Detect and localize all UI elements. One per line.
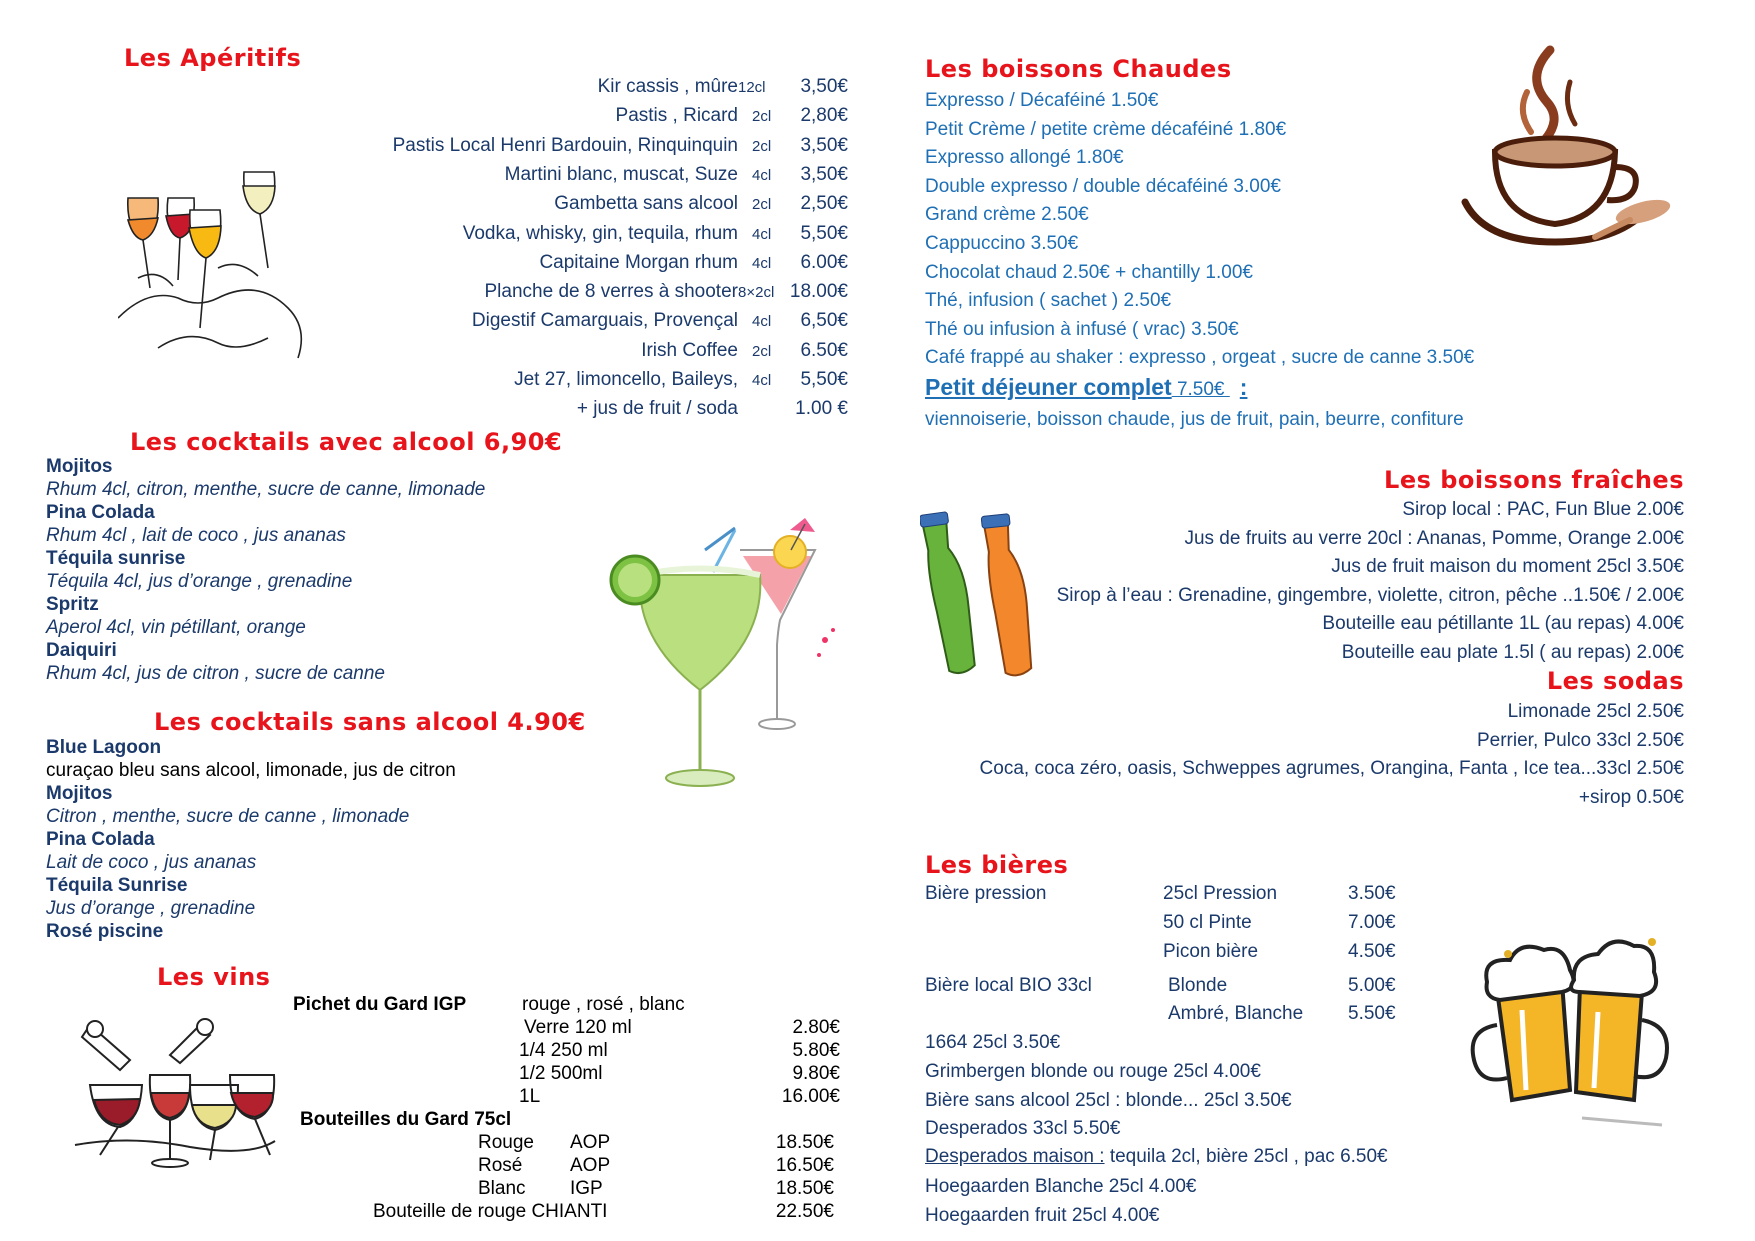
hot-drink-item: Thé ou infusion à infusé ( vrac) 3.50€: [925, 318, 1239, 340]
desperados-maison-label: Desperados maison :: [925, 1146, 1105, 1167]
aperitif-price: 6.00€: [800, 251, 848, 273]
cocktail-name: Téquila sunrise: [46, 548, 186, 569]
wine-bottles-icon: [70, 1015, 280, 1175]
hot-drink-item: Double expresso / double décaféiné 3.00€: [925, 175, 1281, 197]
soda-item: +sirop 0.50€: [1578, 786, 1684, 808]
cocktail-description: Aperol 4cl, vin pétillant, orange: [46, 617, 306, 638]
chianti-name: Bouteille de rouge CHIANTI: [373, 1201, 608, 1222]
cocktail-name: Mojitos: [46, 783, 113, 804]
aperitif-name: Martini blanc, muscat, Suze: [504, 163, 738, 185]
cocktail-description: Citron , menthe, sucre de canne , limonade: [46, 806, 410, 827]
aperitif-name: Kir cassis , mûre: [597, 76, 738, 97]
pichet-price: 16.00€: [781, 1086, 840, 1107]
bouteille-appellation: IGP: [570, 1178, 603, 1199]
aperitif-volume: 2cl: [752, 137, 772, 155]
pichet-price: 2.80€: [792, 1017, 840, 1038]
aperitif-price: 1.00 €: [795, 398, 848, 420]
hot-drink-item: Cappuccino 3.50€: [925, 232, 1079, 254]
biere-local-price: 5.00€: [1348, 975, 1396, 996]
bouteille-color: Rosé: [478, 1155, 523, 1176]
cold-drink-item: Sirop local : PAC, Fun Blue 2.00€: [1402, 499, 1684, 520]
cold-drink-item: Bouteille eau pétillante 1L (au repas) 4.00€: [1322, 613, 1684, 635]
petit-dej-label: Petit déjeuner complet: [925, 374, 1172, 400]
aperitif-volume: 4cl: [752, 313, 772, 331]
pichet-size: 1L: [519, 1086, 541, 1107]
biere-item: 1664 25cl 3.50€: [925, 1032, 1061, 1053]
cocktail-name: Daiquiri: [46, 640, 117, 661]
hoegaarden-list: [925, 1173, 1196, 1231]
sodas-title: Les sodas: [1546, 667, 1684, 695]
aperitif-name: Pastis Local Henri Bardouin, Rinquinquin: [392, 134, 738, 156]
bieres-others-list: [925, 1029, 1292, 1144]
bouteille-appellation: AOP: [570, 1132, 611, 1153]
pression-price: 7.00€: [1348, 912, 1396, 933]
pression-size: 25cl Pression: [1163, 883, 1278, 904]
cocktail-name: Pina Colada: [46, 829, 155, 850]
biere-local-type: Blonde: [1168, 975, 1228, 996]
aperitif-price: 5,50€: [800, 369, 848, 390]
aperitif-name: Capitaine Morgan rhum: [539, 251, 738, 273]
hot-drink-item: Petit Crème / petite crème décaféiné 1.80€: [925, 118, 1287, 140]
hot-drink-item: Expresso allongé 1.80€: [925, 147, 1124, 169]
biere-local-price: 5.50€: [1348, 1003, 1396, 1024]
pichet-price: 9.80€: [792, 1063, 840, 1084]
aperitif-price: 3,50€: [800, 76, 848, 97]
pichet-size: 1/4 250 ml: [519, 1040, 608, 1061]
soda-item: Limonade 25cl 2.50€: [1507, 701, 1684, 722]
desperados-maison: [925, 1144, 1388, 1170]
hot-drink-item: Expresso / Décaféiné 1.50€: [925, 90, 1159, 111]
cocktail-description: curaçao bleu sans alcool, limonade, jus de citron: [46, 760, 456, 781]
aperitif-volume: 4cl: [752, 166, 772, 184]
cocktail-name: Spritz: [46, 594, 99, 615]
cold-drink-item: Sirop à l’eau : Grenadine, gingembre, violette, citron, pêche ..1.50€ / 2.00€: [1056, 584, 1684, 606]
cocktails-sans-list: [46, 736, 456, 943]
cocktails-alcool-list: [46, 455, 485, 685]
chaudes-title: Les boissons Chaudes: [925, 55, 1232, 83]
cocktail-glasses-icon: [605, 510, 845, 795]
cold-drink-item: Jus de fruit maison du moment 25cl 3.50€: [1331, 556, 1684, 578]
bouteille-appellation: AOP: [570, 1155, 611, 1176]
wine-glasses-cheers-icon: [118, 168, 318, 368]
aperitif-volume: 4cl: [752, 372, 772, 389]
biere-item: Bière sans alcool 25cl : blonde... 25cl 3.50€: [925, 1089, 1292, 1111]
cocktails-sans-title: Les cocktails sans alcool 4.90€: [154, 708, 586, 736]
aperitif-name: Pastis , Ricard: [615, 105, 738, 127]
aperitif-price: 2,80€: [800, 105, 848, 127]
coffee-cup-icon: [1455, 42, 1675, 257]
biere-item: Hoegaarden fruit 25cl 4.00€: [925, 1204, 1160, 1226]
cocktail-description: Lait de coco , jus ananas: [46, 852, 257, 873]
chianti-price: 22.50€: [775, 1201, 834, 1222]
aperitif-price: 6.50€: [800, 339, 848, 361]
biere-item: Grimbergen blonde ou rouge 25cl 4.00€: [925, 1060, 1261, 1082]
bouteille-color: Blanc: [478, 1178, 526, 1199]
pression-price: 4.50€: [1348, 941, 1396, 962]
sodas-list: [980, 698, 1684, 812]
aperitif-volume: 4cl: [752, 254, 772, 272]
aperitif-volume: 4cl: [752, 225, 772, 243]
bouteille-price: 18.50€: [775, 1178, 834, 1199]
cocktail-description: Rhum 4cl, jus de citron , sucre de canne: [46, 663, 386, 684]
cocktail-description: Jus d’orange , grenadine: [46, 898, 256, 919]
pichet-label: Pichet du Gard IGP: [293, 994, 467, 1015]
hot-drink-item: Thé, infusion ( sachet ) 2.50€: [925, 290, 1172, 312]
bouteille-price: 16.50€: [775, 1155, 834, 1176]
pichet-colors: rouge , rosé , blanc: [522, 994, 685, 1015]
aperitifs-title: Les Apéritifs: [124, 44, 302, 72]
cocktail-description: Rhum 4cl , lait de coco , jus ananas: [46, 525, 346, 546]
soda-item: Coca, coca zéro, oasis, Schweppes agrumes, Orangina, Fanta , Ice tea...33cl 2.50€: [979, 758, 1684, 780]
aperitif-price: 2,50€: [800, 193, 848, 215]
aperitif-volume: 8×2cl: [738, 284, 775, 302]
aperitif-price: 18.00€: [789, 281, 848, 303]
petit-dej-colon: :: [1239, 374, 1248, 400]
soda-bottles-icon: [920, 510, 1050, 680]
bouteille-color: Rouge: [478, 1132, 534, 1153]
cocktail-name: Pina Colada: [46, 502, 155, 523]
aperitif-volume: 12cl: [738, 79, 766, 96]
cocktail-description: Rhum 4cl, citron, menthe, sucre de canne, limonade: [46, 479, 486, 500]
petit-dej: [925, 374, 1247, 401]
aperitif-name: Planche de 8 verres à shooter: [484, 281, 738, 303]
vins-title: Les vins: [157, 963, 271, 991]
aperitif-name: Irish Coffee: [641, 339, 738, 361]
pichet-size: 1/2 500ml: [519, 1063, 603, 1084]
aperitif-volume: 2cl: [752, 196, 772, 214]
cocktail-name: Mojitos: [46, 456, 113, 477]
cocktail-name: Rosé piscine: [46, 921, 164, 942]
biere-item: Desperados 33cl 5.50€: [925, 1118, 1121, 1140]
soda-item: Perrier, Pulco 33cl 2.50€: [1476, 729, 1684, 751]
cocktails-alcool-title: Les cocktails avec alcool 6,90€: [130, 428, 563, 456]
biere-local-type: Ambré, Blanche: [1168, 1003, 1304, 1024]
aperitif-price: 5,50€: [800, 222, 848, 244]
aperitif-name: Gambetta sans alcool: [554, 193, 738, 215]
pression-price: 3.50€: [1348, 883, 1396, 904]
pression-label: Bière pression: [925, 883, 1047, 904]
aperitif-name: + jus de fruit / soda: [576, 398, 738, 420]
aperitif-name: Vodka, whisky, gin, tequila, rhum: [462, 222, 738, 244]
cold-drink-item: Bouteille eau plate 1.5l ( au repas) 2.00€: [1341, 641, 1684, 663]
pichet-price: 5.80€: [792, 1040, 840, 1061]
petit-dej-desc: viennoiserie, boisson chaude, jus de fruit, pain, beurre, confiture: [925, 409, 1464, 430]
beer-mugs-icon: [1462, 920, 1677, 1135]
pression-size: Picon bière: [1163, 941, 1259, 962]
bouteille-price: 18.50€: [775, 1132, 834, 1153]
biere-item: Hoegaarden Blanche 25cl 4.00€: [925, 1176, 1197, 1197]
petit-dej-price: 7.50€: [1171, 379, 1230, 400]
fraiches-list: [1057, 496, 1684, 668]
biere-local-label: Bière local BIO 33cl: [925, 975, 1092, 996]
hot-drink-item: Café frappé au shaker : expresso , orgeat , sucre de canne 3.50€: [925, 347, 1475, 369]
pression-size: 50 cl Pinte: [1163, 912, 1252, 933]
desperados-maison-desc: tequila 2cl, bière 25cl , pac 6.50€: [1104, 1146, 1388, 1167]
cocktail-description: Téquila 4cl, jus d’orange , grenadine: [46, 571, 353, 592]
cocktail-name: Téquila Sunrise: [46, 875, 188, 896]
aperitif-name: Jet 27, limoncello, Baileys,: [514, 369, 738, 390]
bieres-title: Les bières: [925, 851, 1069, 879]
aperitif-price: 3,50€: [800, 134, 848, 156]
aperitif-volume: 2cl: [752, 108, 772, 126]
aperitif-price: 6,50€: [800, 310, 848, 332]
aperitif-volume: 2cl: [752, 342, 772, 360]
cocktail-name: Blue Lagoon: [46, 737, 162, 758]
cold-drink-item: Jus de fruits au verre 20cl : Ananas, Pomme, Orange 2.00€: [1184, 527, 1684, 549]
pichet-size: Verre 120 ml: [524, 1017, 632, 1038]
aperitif-price: 3,50€: [800, 163, 848, 185]
hot-drink-item: Chocolat chaud 2.50€ + chantilly 1.00€: [925, 261, 1253, 283]
bouteilles-label: Bouteilles du Gard 75cl: [300, 1109, 512, 1130]
chaudes-list: [925, 87, 1474, 373]
hot-drink-item: Grand crème 2.50€: [925, 204, 1089, 226]
fraiches-title: Les boissons fraîches: [1384, 466, 1684, 494]
aperitif-name: Digestif Camarguais, Provençal: [471, 310, 738, 332]
